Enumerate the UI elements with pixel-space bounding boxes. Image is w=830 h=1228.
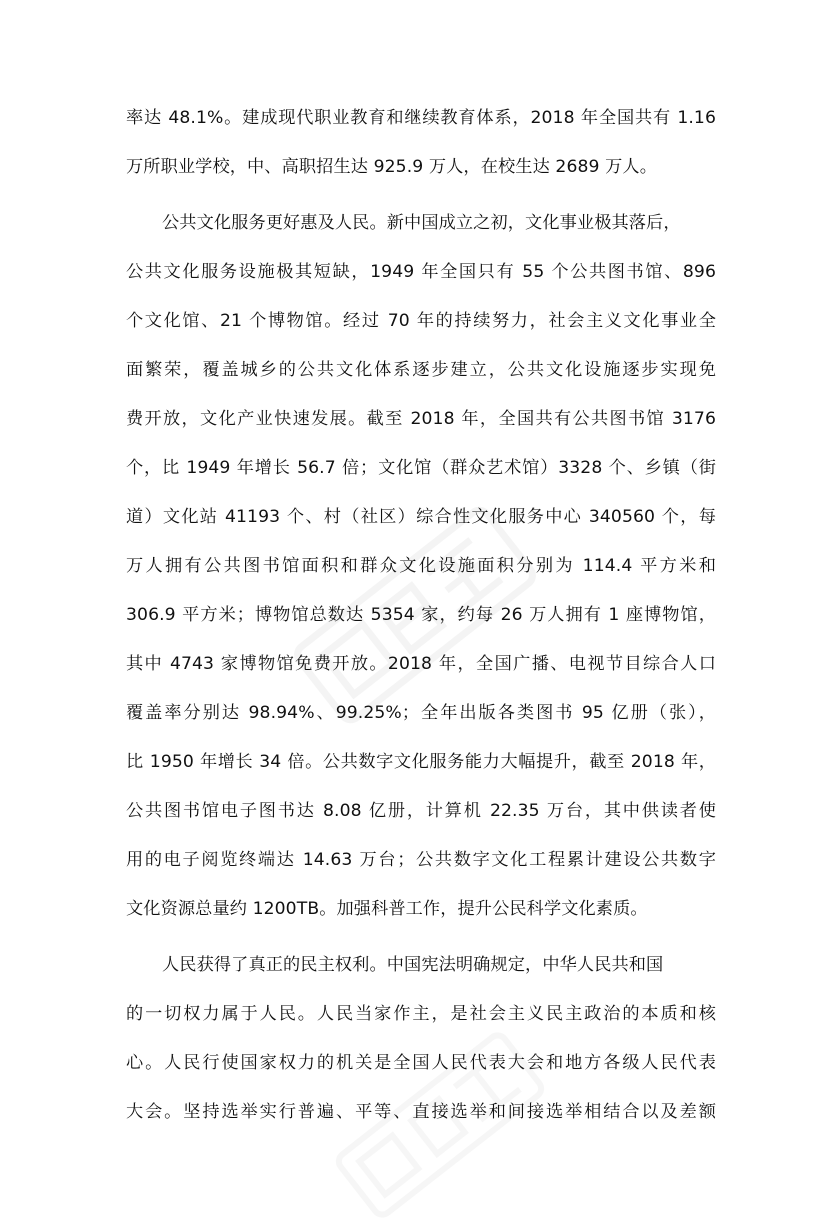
paragraph-2-line-6: 个，比 1949 年增长 56.7 倍；文化馆（群众艺术馆）3328 个、乡镇（街 [126,458,716,478]
paragraph-2-line-10: 其中 4743 家博物馆免费开放。2018 年，全国广播、电视节目综合人口 [126,654,716,674]
paragraph-2-line-4: 面繁荣，覆盖城乡的公共文化体系逐步建立，公共文化设施逐步实现免 [126,360,716,380]
paragraph-1-line-1: 率达 48.1%。建成现代职业教育和继续教育体系，2018 年全国共有 1.16 [126,108,716,128]
paragraph-2-line-15: 文化资源总量约 1200TB。加强科普工作，提升公民科学文化素质。 [126,899,648,919]
paragraph-2-line-9: 306.9 平方米；博物馆总数达 5354 家，约每 26 万人拥有 1 座博物馆， [126,605,716,625]
paragraph-1-line-2: 万所职业学校，中、高职招生达 925.9 万人，在校生达 2689 万人。 [126,157,658,177]
paragraph-2-line-8: 万人拥有公共图书馆面积和群众文化设施面积分别为 114.4 平方米和 [126,556,716,576]
paragraph-2-line-14: 用的电子阅览终端达 14.63 万台；公共数字文化工程累计建设公共数字 [126,850,716,870]
paragraph-2-line-11: 覆盖率分别达 98.94%、99.25%；全年出版各类图书 95 亿册（张）， [126,703,716,723]
paragraph-3-line-1: 人民获得了真正的民主权利。中国宪法明确规定，中华人民共和国 [162,955,664,975]
paragraph-2-line-1: 公共文化服务更好惠及人民。新中国成立之初，文化事业极其落后， [162,213,681,233]
paragraph-2-line-2: 公共文化服务设施极其短缺，1949 年全国只有 55 个公共图书馆、896 [126,262,716,282]
paragraph-2-line-7: 道）文化站 41193 个、村（社区）综合性文化服务中心 340560 个，每 [126,507,716,527]
paragraph-2-line-12: 比 1950 年增长 34 倍。公共数字文化服务能力大幅提升，截至 2018 年， [126,752,716,772]
paragraph-2-line-5: 费开放，文化产业快速发展。截至 2018 年，全国共有公共图书馆 3176 [126,409,716,429]
paragraph-3-line-4: 大会。坚持选举实行普遍、平等、直接选举和间接选举相结合以及差额 [126,1102,716,1122]
paragraph-3-line-3: 心。人民行使国家权力的机关是全国人民代表大会和地方各级人民代表 [126,1053,716,1073]
paragraph-3-line-2: 的一切权力属于人民。人民当家作主，是社会主义民主政治的本质和核 [126,1004,716,1024]
paragraph-2-line-3: 个文化馆、21 个博物馆。经过 70 年的持续努力，社会主义文化事业全 [126,311,716,331]
paragraph-2-line-13: 公共图书馆电子图书达 8.08 亿册，计算机 22.35 万台，其中供读者使 [126,801,716,821]
